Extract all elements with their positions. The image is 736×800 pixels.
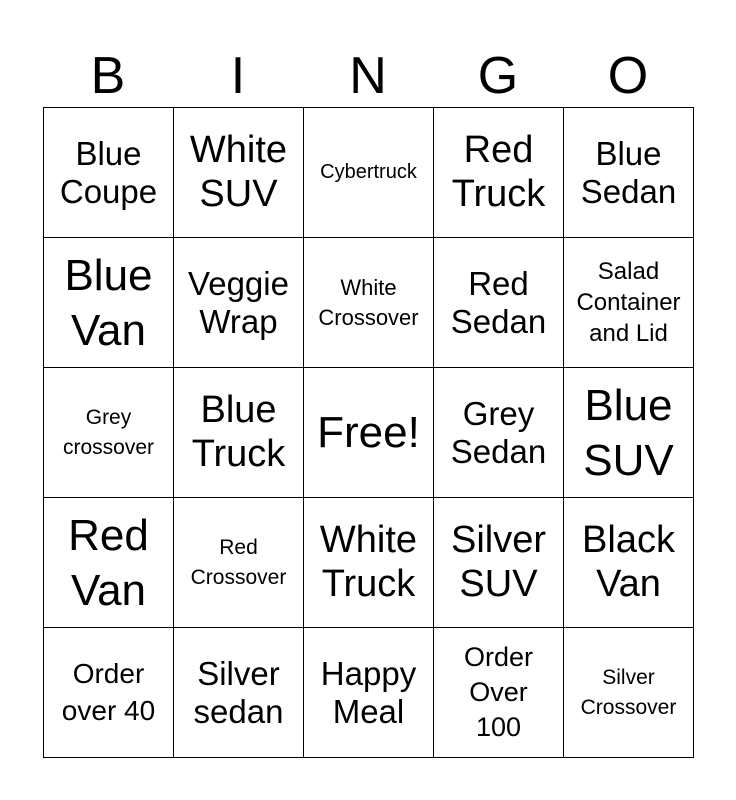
- bingo-cell-r4c1[interactable]: [44, 498, 174, 628]
- cell-label: Veggie Wrap: [188, 264, 289, 340]
- cell-label: Silver sedan: [193, 654, 284, 730]
- bingo-cell-r4c5[interactable]: [564, 498, 694, 628]
- bingo-board: [43, 107, 694, 758]
- cell-label: Blue Sedan: [580, 134, 677, 210]
- bingo-cell-r4c3[interactable]: [304, 498, 434, 628]
- bingo-cell-r1c5[interactable]: [564, 108, 694, 238]
- bingo-cell-r3c5[interactable]: [564, 368, 694, 498]
- bingo-cell-r5c2[interactable]: [174, 628, 304, 758]
- bingo-cell-free[interactable]: [304, 368, 434, 498]
- bingo-cell-r2c4[interactable]: [434, 238, 564, 368]
- cell-label: White Crossover: [318, 274, 419, 330]
- bingo-cell-r5c4[interactable]: [434, 628, 564, 758]
- bingo-cell-r2c5[interactable]: [564, 238, 694, 368]
- bingo-cell-r1c1[interactable]: [44, 108, 174, 238]
- bingo-cell-r2c3[interactable]: [304, 238, 434, 368]
- bingo-cell-r5c5[interactable]: [564, 628, 694, 758]
- header-letter-b: B: [90, 47, 126, 105]
- cell-label: Grey Sedan: [450, 394, 547, 470]
- cell-label: Blue Van: [64, 250, 153, 355]
- bingo-cell-r2c2[interactable]: [174, 238, 304, 368]
- cell-label: Black Van: [582, 518, 675, 605]
- bingo-cell-r3c1[interactable]: [44, 368, 174, 498]
- cell-label: Silver Crossover: [580, 666, 677, 719]
- bingo-cell-r1c2[interactable]: [174, 108, 304, 238]
- cell-label: Grey crossover: [62, 406, 155, 459]
- bingo-cell-r3c2[interactable]: [174, 368, 304, 498]
- free-space-label: Free!: [317, 408, 420, 457]
- bingo-header: [43, 44, 693, 108]
- header-letter-g: G: [477, 47, 519, 105]
- cell-label: Salad Container and Lid: [576, 257, 681, 348]
- cell-label: Red Sedan: [450, 264, 547, 340]
- cell-label: Blue SUV: [583, 380, 674, 485]
- header-letter-o: O: [607, 47, 649, 105]
- cell-label: Order over 40: [61, 658, 156, 726]
- cell-label: Blue Coupe: [59, 134, 158, 210]
- cell-label: Red Van: [68, 510, 149, 615]
- bingo-cell-r2c1[interactable]: [44, 238, 174, 368]
- bingo-cell-r5c1[interactable]: [44, 628, 174, 758]
- bingo-cell-r3c4[interactable]: [434, 368, 564, 498]
- cell-label: Silver SUV: [450, 518, 547, 605]
- cell-label: Order Over 100: [463, 641, 534, 743]
- header-letter-i: I: [230, 47, 246, 105]
- bingo-cell-r1c4[interactable]: [434, 108, 564, 238]
- cell-label: Blue Truck: [191, 388, 286, 475]
- cell-label: Red Crossover: [190, 536, 287, 589]
- cell-label: White SUV: [189, 128, 288, 215]
- cell-label: Red Truck: [451, 128, 546, 215]
- bingo-cell-r4c2[interactable]: [174, 498, 304, 628]
- bingo-cell-r4c4[interactable]: [434, 498, 564, 628]
- bingo-cell-r1c3[interactable]: [304, 108, 434, 238]
- cell-label: White Truck: [319, 518, 418, 605]
- cell-label: Cybertruck: [320, 161, 417, 183]
- header-letter-n: N: [349, 47, 387, 105]
- cell-label: Happy Meal: [320, 654, 417, 730]
- bingo-cell-r5c3[interactable]: [304, 628, 434, 758]
